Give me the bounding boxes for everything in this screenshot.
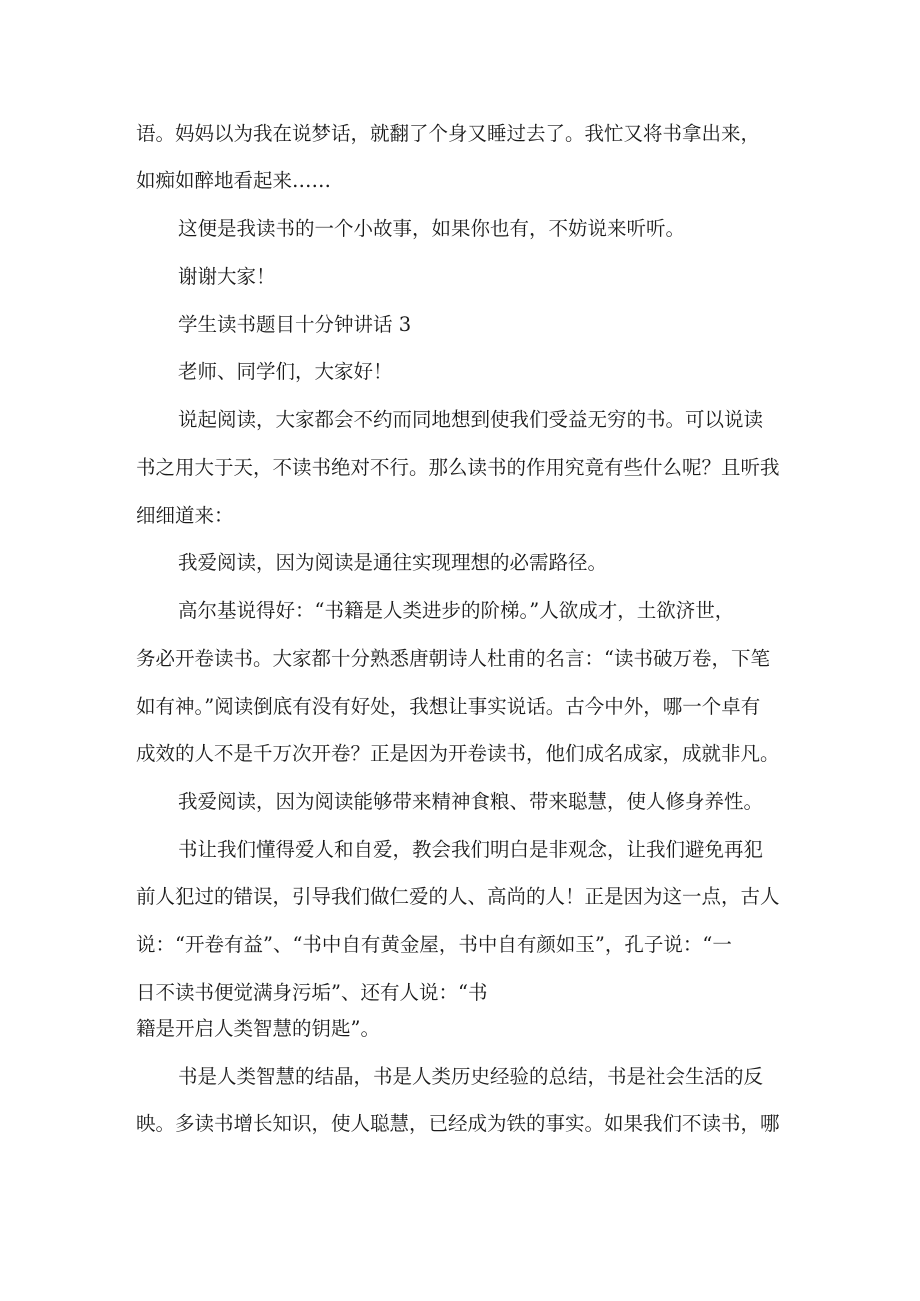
text-line-11: 高尔基说得好：“书籍是人类进步的阶梯。”人欲成才，土欲济世， bbox=[178, 599, 735, 622]
section-heading: 学生读书题目十分钟讲话 3 bbox=[178, 313, 412, 336]
text-line-2: 如痴如醉地看起来…… bbox=[136, 169, 332, 192]
text-line-10: 我爱阅读，因为阅读是通往实现理想的必需路径。 bbox=[178, 551, 608, 574]
text-line-21: 书是人类智慧的结晶，书是人类历史经验的总结，书是社会生活的反 bbox=[178, 1065, 764, 1088]
text-line-20: 籍是开启人类智慧的钥匙”。 bbox=[136, 1017, 380, 1040]
text-line-15: 我爱阅读，因为阅读能够带来精神食粮、带来聪慧，使人修身养性。 bbox=[178, 790, 764, 813]
text-line-16: 书让我们懂得爱人和自爱，教会我们明白是非观念，让我们避免再犯 bbox=[178, 838, 764, 861]
text-line-4: 谢谢大家！ bbox=[178, 265, 276, 288]
text-line-18: 说：“开卷有益”、“书中自有黄金屋，书中自有颜如玉”，孔子说：“一 bbox=[136, 933, 732, 956]
text-line-8: 书之用大于天，不读书绝对不行。那么读书的作用究竟有些什么呢？且听我 bbox=[136, 456, 780, 479]
text-line-13: 如有神。”阅读倒底有没有好处，我想让事实说话。古今中外，哪一个卓有 bbox=[136, 695, 761, 718]
text-line-9: 细细道来： bbox=[136, 504, 234, 527]
text-line-17: 前人犯过的错误，引导我们做仁爱的人、高尚的人！正是因为这一点，古人 bbox=[136, 885, 780, 908]
text-line-3: 这便是我读书的一个小故事，如果你也有，不妨说来听听。 bbox=[178, 217, 686, 240]
text-line-1: 语。妈妈以为我在说梦话，就翻了个身又睡过去了。我忙又将书拿出来， bbox=[136, 122, 761, 145]
text-line-12: 务必开卷读书。大家都十分熟悉唐朝诗人杜甫的名言：“读书破万卷，下笔 bbox=[136, 647, 770, 670]
text-line-14: 成效的人不是千万次开卷？正是因为开卷读书，他们成名成家，成就非凡。 bbox=[136, 742, 780, 765]
text-line-22: 映。多读书增长知识，使人聪慧，已经成为铁的事实。如果我们不读书，哪 bbox=[136, 1112, 780, 1135]
text-line-6: 老师、同学们，大家好！ bbox=[178, 360, 393, 383]
text-line-19: 日不读书便觉满身污垢”、还有人说：“书 bbox=[136, 981, 488, 1004]
text-line-7: 说起阅读，大家都会不约而同地想到使我们受益无穷的书。可以说读 bbox=[178, 408, 764, 431]
